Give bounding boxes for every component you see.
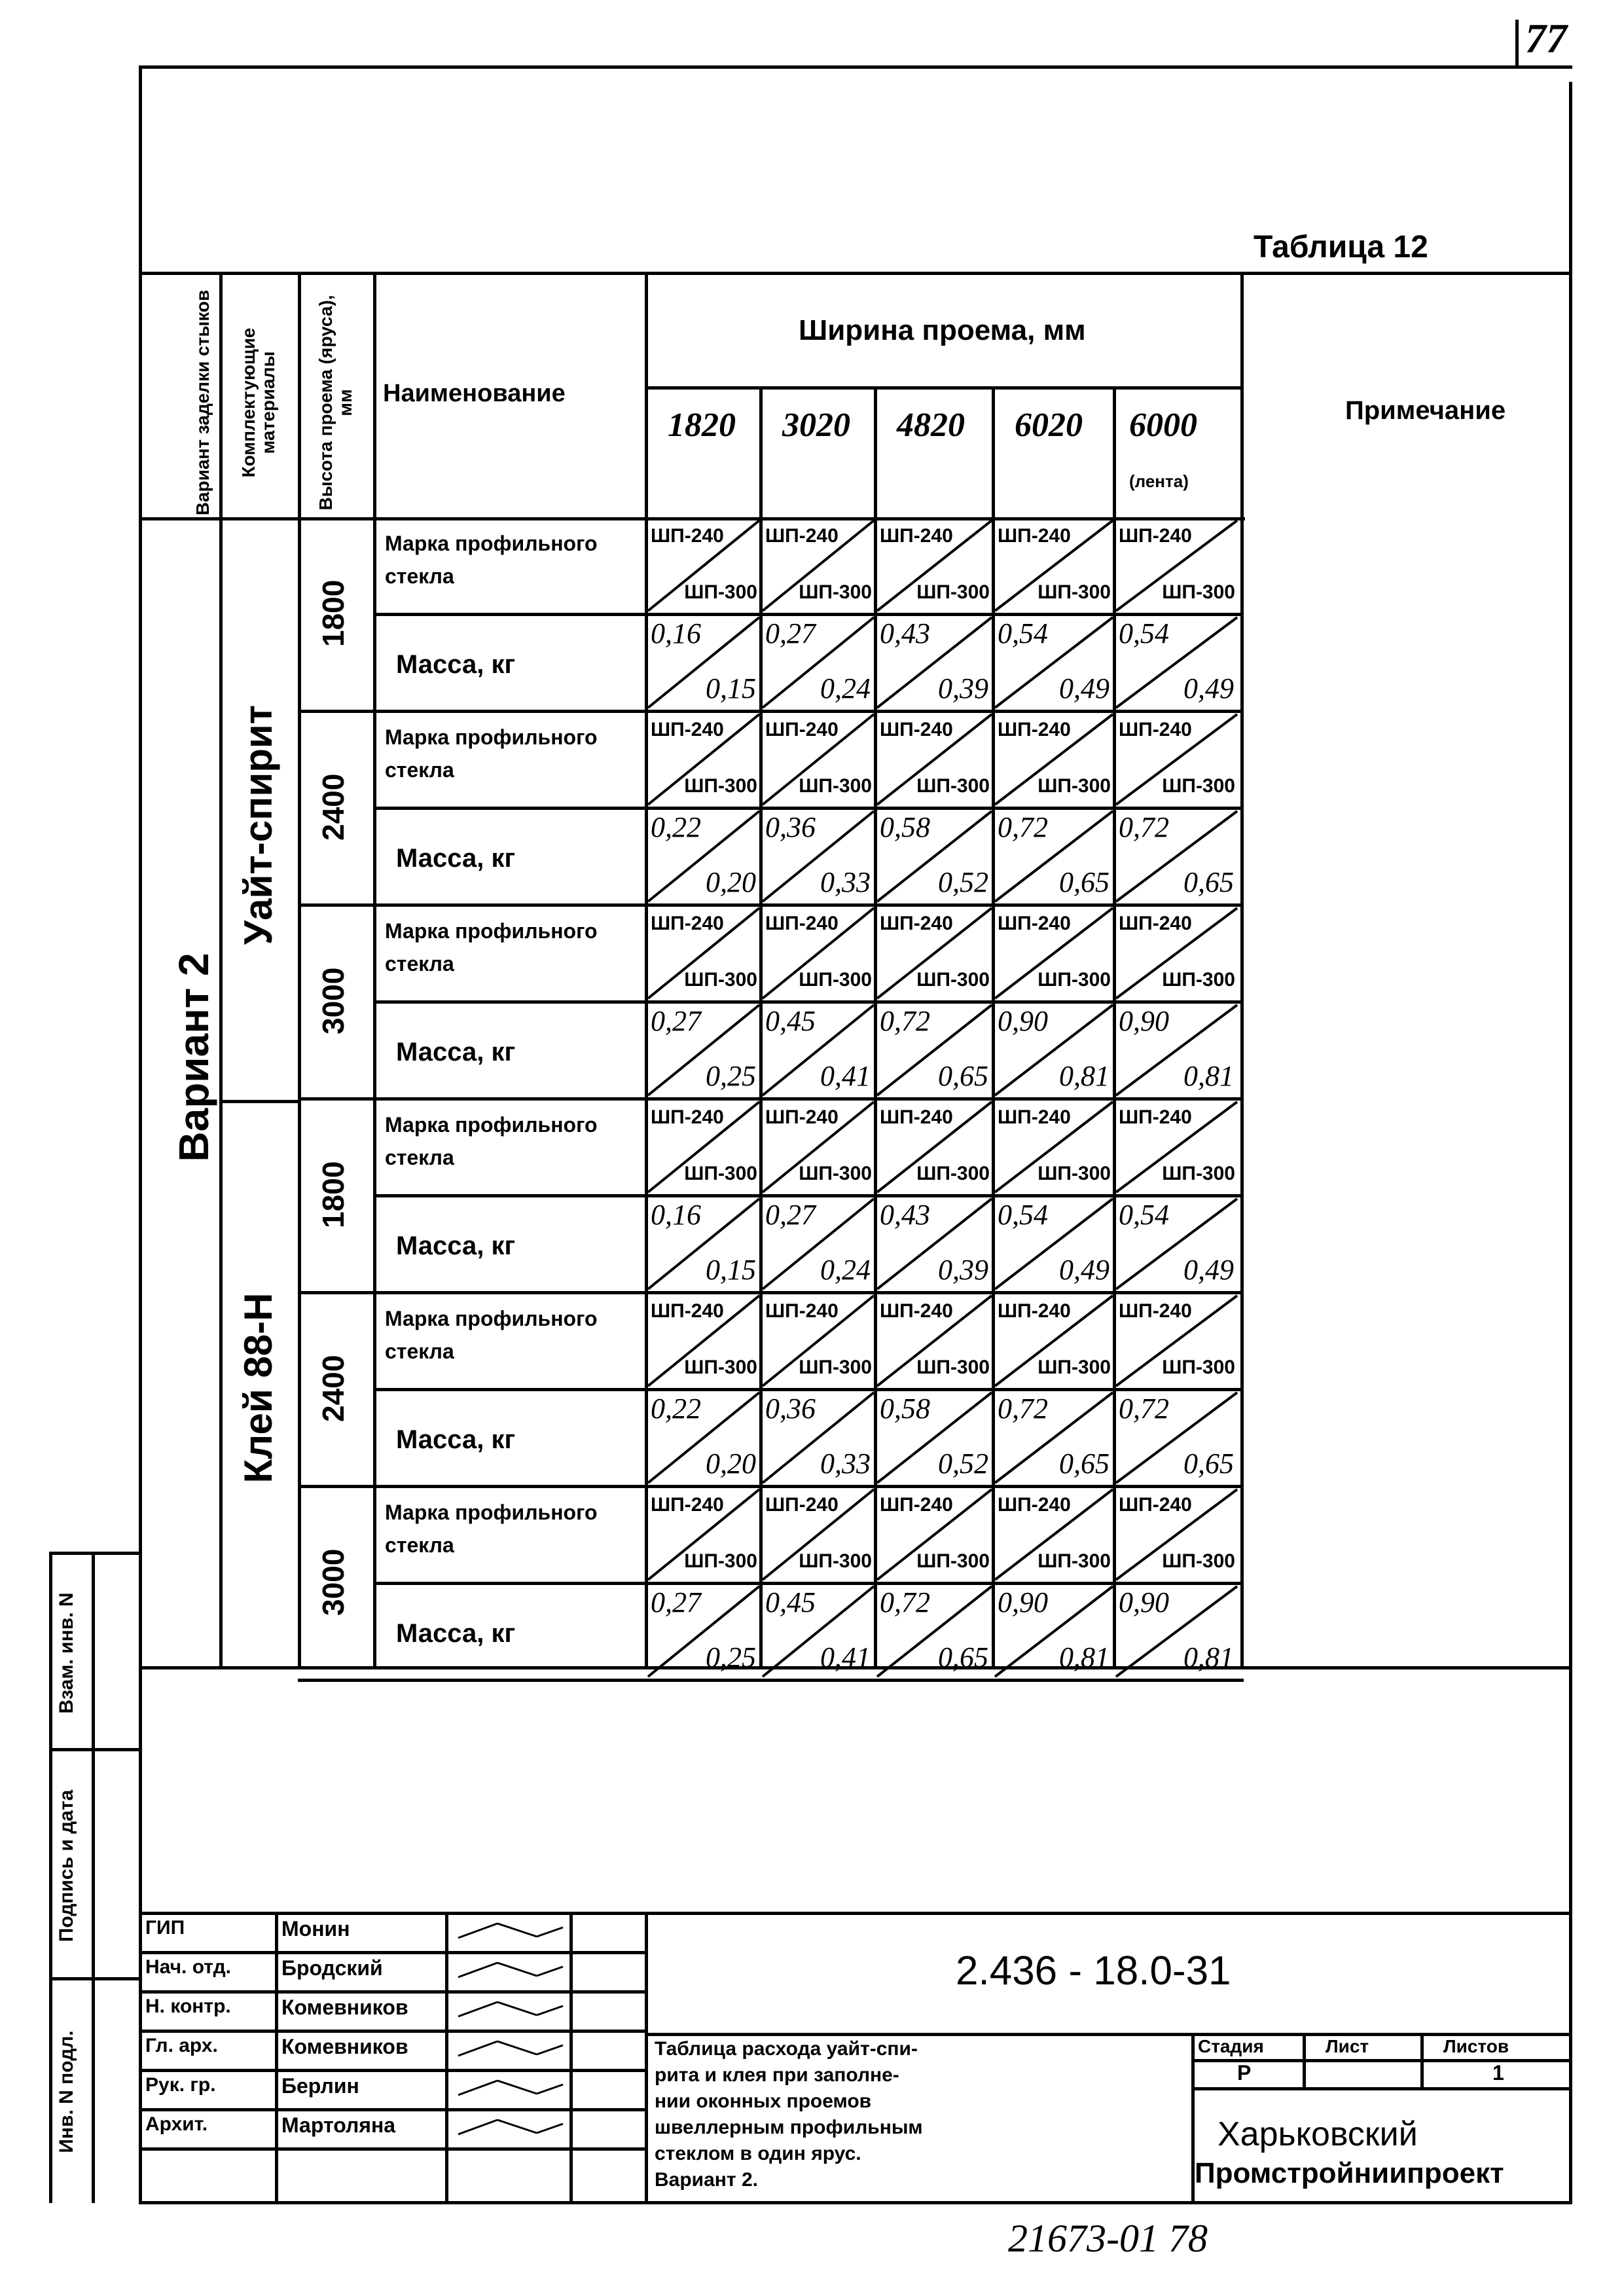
brand-bottom-3-1: ШП-300 (799, 1163, 872, 1184)
mass-top-3-4: 0,54 (1119, 1199, 1169, 1231)
tb-name-1: Бродский (281, 1956, 383, 1980)
mass-top-5-1: 0,45 (765, 1586, 816, 1618)
mass-diagonal-5-1 (763, 1586, 874, 1677)
mass-top-4-2: 0,58 (880, 1393, 930, 1425)
header-width-group: Ширина проема, мм (799, 314, 1086, 346)
brand-diagonal-1-3 (995, 714, 1113, 805)
mass-diagonal-2-2 (877, 1005, 992, 1095)
height-label-3: 1800 (316, 1161, 350, 1228)
brand-top-0-1: ШП-240 (765, 525, 839, 547)
brand-label-4: Марка профильного стекла (385, 1307, 598, 1363)
mass-bottom-3-4: 0,49 (1183, 1254, 1234, 1286)
brand-bottom-2-4: ШП-300 (1162, 969, 1235, 991)
mass-top-1-2: 0,58 (880, 811, 930, 843)
brand-top-0-3: ШП-240 (998, 525, 1071, 547)
tb-row-line-6 (139, 2147, 646, 2151)
brand-top-3-2: ШП-240 (880, 1106, 953, 1128)
header-materials: Комплектующие материалы (238, 327, 278, 478)
mass-bottom-1-2: 0,52 (938, 866, 988, 898)
signature-stroke-a-2 (458, 2002, 497, 2016)
tb-desc-line-6: Вариант 2. (655, 2169, 758, 2191)
tb-stage-value: Р (1237, 2061, 1252, 2085)
tb-row-line-1 (139, 1951, 646, 1954)
brand-bottom-3-2: ШП-300 (916, 1163, 990, 1184)
brand-top-5-3: ШП-240 (998, 1494, 1071, 1516)
brand-diagonal-1-4 (1116, 714, 1237, 805)
brand-top-3-0: ШП-240 (651, 1106, 724, 1128)
brand-top-4-3: ШП-240 (998, 1300, 1071, 1322)
mass-top-1-1: 0,36 (765, 811, 816, 843)
signature-stroke-a-4 (458, 2081, 497, 2095)
brand-diagonal-4-3 (995, 1296, 1113, 1386)
mass-diagonal-0-2 (877, 617, 992, 708)
mass-diagonal-5-2 (877, 1586, 992, 1677)
brand-bottom-3-3: ШП-300 (1038, 1163, 1111, 1184)
brand-diagonal-3-1 (763, 1102, 874, 1192)
tb-row-line-3 (139, 2030, 646, 2033)
tb-sheets-value: 1 (1492, 2061, 1504, 2085)
signature-stroke-c-1 (537, 1967, 563, 1976)
mass-top-5-3: 0,90 (998, 1586, 1048, 1618)
brand-bottom-2-1: ШП-300 (799, 969, 872, 991)
mass-top-1-0: 0,22 (651, 811, 701, 843)
signature-stroke-c-3 (537, 2045, 563, 2054)
mass-diagonal-0-3 (995, 617, 1113, 708)
mass-diagonal-3-4 (1116, 1199, 1237, 1289)
tb-org-line-1: Харьковский (1218, 2115, 1418, 2153)
mass-top-5-2: 0,72 (880, 1586, 930, 1618)
header-height: Высота проема (яруса), мм (316, 295, 355, 511)
brand-top-0-4: ШП-240 (1119, 525, 1192, 547)
tb-row-line-4 (139, 2069, 646, 2072)
brand-label-1: Марка профильного стекла (385, 725, 598, 782)
mass-top-0-3: 0,54 (998, 617, 1048, 649)
signature-stroke-c-4 (537, 2085, 563, 2094)
tb-col-b (445, 1912, 448, 2203)
mass-diagonal-3-2 (877, 1199, 992, 1289)
page-number: 77 (1525, 15, 1567, 62)
brand-bottom-5-4: ШП-300 (1162, 1550, 1235, 1572)
mass-top-5-0: 0,27 (651, 1586, 701, 1618)
mass-top-4-4: 0,72 (1119, 1393, 1169, 1425)
mass-bottom-4-0: 0,20 (706, 1448, 756, 1480)
header-name: Наименование (383, 380, 566, 407)
signature-stroke-c-0 (537, 1927, 563, 1937)
brand-top-4-2: ШП-240 (880, 1300, 953, 1322)
brand-bottom-0-0: ШП-300 (684, 581, 757, 603)
tb-name-0: Монин (281, 1917, 350, 1941)
brand-bottom-5-3: ШП-300 (1038, 1550, 1111, 1572)
stamp-inv: Инв. N подл. (56, 2030, 77, 2153)
tb-desc-line-3: нии оконных проемов (655, 2090, 872, 2112)
stamp-sign: Подпись и дата (56, 1789, 77, 1942)
mass-diagonal-0-4 (1116, 617, 1237, 708)
mass-bottom-1-1: 0,33 (820, 866, 871, 898)
mass-top-2-4: 0,90 (1119, 1005, 1169, 1037)
brand-diagonal-5-4 (1116, 1489, 1237, 1580)
mass-top-0-0: 0,16 (651, 617, 701, 649)
height-label-5: 3000 (316, 1548, 350, 1616)
signature-stroke-c-5 (537, 2124, 563, 2133)
brand-top-1-3: ШП-240 (998, 719, 1071, 740)
mass-diagonal-4-2 (877, 1393, 992, 1483)
mass-bottom-5-0: 0,25 (706, 1641, 756, 1673)
brand-diagonal-2-3 (995, 908, 1113, 998)
tb-name-2: Комевников (281, 1995, 408, 2019)
brand-diagonal-1-2 (877, 714, 992, 805)
mass-bottom-1-0: 0,20 (706, 866, 756, 898)
mass-top-0-1: 0,27 (765, 617, 816, 649)
height-label-0: 1800 (316, 579, 350, 647)
brand-bottom-4-0: ШП-300 (684, 1357, 757, 1378)
material-label-2: Клей 88-Н (236, 1292, 280, 1484)
brand-bottom-1-0: ШП-300 (684, 775, 757, 797)
mass-diagonal-0-1 (763, 617, 874, 708)
brand-top-5-1: ШП-240 (765, 1494, 839, 1516)
header-width-1: 1820 (668, 407, 736, 444)
mass-bottom-4-1: 0,33 (820, 1448, 871, 1480)
mass-bottom-3-1: 0,24 (820, 1254, 871, 1286)
header-width-2: 3020 (782, 407, 850, 444)
table-label: Таблица 12 (1254, 230, 1428, 264)
brand-top-1-1: ШП-240 (765, 719, 839, 740)
brand-top-5-0: ШП-240 (651, 1494, 724, 1516)
header-variant: Вариант заделки стыков (192, 289, 213, 516)
mass-diagonal-5-3 (995, 1586, 1113, 1677)
brand-top-3-3: ШП-240 (998, 1106, 1071, 1128)
mass-bottom-0-0: 0,15 (706, 672, 756, 704)
tb-sheets-label: Листов (1443, 2036, 1509, 2056)
brand-diagonal-4-0 (648, 1296, 759, 1386)
mass-bottom-1-4: 0,65 (1183, 866, 1234, 898)
brand-bottom-5-0: ШП-300 (684, 1550, 757, 1572)
mass-label-3: Масса, кг (396, 1231, 516, 1260)
brand-top-1-2: ШП-240 (880, 719, 953, 740)
mass-bottom-5-2: 0,65 (938, 1641, 988, 1673)
tb-role-1: Нач. отд. (145, 1956, 231, 1978)
mass-diagonal-4-1 (763, 1393, 874, 1483)
brand-diagonal-2-2 (877, 908, 992, 998)
brand-diagonal-3-3 (995, 1102, 1113, 1192)
brand-diagonal-0-3 (995, 520, 1113, 611)
brand-top-3-1: ШП-240 (765, 1106, 839, 1128)
tb-name-5: Мартоляна (281, 2113, 396, 2137)
mass-top-3-3: 0,54 (998, 1199, 1048, 1231)
header-width-5: 6000 (1129, 407, 1197, 444)
brand-top-4-4: ШП-240 (1119, 1300, 1192, 1322)
brand-bottom-4-3: ШП-300 (1038, 1357, 1111, 1378)
signature-stroke-a-5 (458, 2120, 497, 2134)
brand-bottom-5-1: ШП-300 (799, 1550, 872, 1572)
header-width-3: 4820 (897, 407, 965, 444)
brand-bottom-0-2: ШП-300 (916, 581, 990, 603)
brand-bottom-1-3: ШП-300 (1038, 775, 1111, 797)
tb-role-2: Н. контр. (145, 1995, 231, 2017)
mass-bottom-0-2: 0,39 (938, 672, 988, 704)
brand-diagonal-2-4 (1116, 908, 1237, 998)
mass-diagonal-4-3 (995, 1393, 1113, 1483)
mass-diagonal-1-0 (648, 811, 759, 902)
brand-top-2-1: ШП-240 (765, 913, 839, 934)
tb-row-line-5 (139, 2108, 646, 2111)
brand-bottom-1-4: ШП-300 (1162, 775, 1235, 797)
mass-bottom-5-1: 0,41 (820, 1641, 871, 1673)
brand-bottom-2-3: ШП-300 (1038, 969, 1111, 991)
mass-bottom-2-4: 0,81 (1183, 1060, 1234, 1092)
signature-stroke-a-0 (458, 1923, 497, 1938)
brand-diagonal-1-0 (648, 714, 759, 805)
header-note: Примечание (1345, 396, 1506, 425)
mass-label-4: Масса, кг (396, 1425, 516, 1454)
mass-top-4-3: 0,72 (998, 1393, 1048, 1425)
mass-diagonal-3-1 (763, 1199, 874, 1289)
mass-bottom-0-3: 0,49 (1059, 672, 1110, 704)
stamp-col-line-1 (49, 1552, 52, 2203)
tb-org-line-2: Промстройниипроект (1195, 2157, 1504, 2189)
brand-top-2-3: ШП-240 (998, 913, 1071, 934)
brand-diagonal-0-1 (763, 520, 874, 611)
mass-top-3-0: 0,16 (651, 1199, 701, 1231)
brand-diagonal-5-0 (648, 1489, 759, 1580)
brand-bottom-5-2: ШП-300 (916, 1550, 990, 1572)
signature-stroke-b-2 (497, 2002, 537, 2015)
mass-diagonal-3-3 (995, 1199, 1113, 1289)
tb-col-a (275, 1912, 278, 2203)
mass-label-5: Масса, кг (396, 1619, 516, 1648)
mass-diagonal-2-0 (648, 1005, 759, 1095)
tb-name-3: Комевников (281, 2035, 408, 2058)
brand-diagonal-5-3 (995, 1489, 1113, 1580)
mass-diagonal-5-4 (1116, 1586, 1237, 1677)
mass-diagonal-4-0 (648, 1393, 759, 1483)
mass-top-2-0: 0,27 (651, 1005, 701, 1037)
tb-col-d (645, 1912, 648, 2203)
mass-bottom-5-4: 0,81 (1183, 1641, 1234, 1673)
brand-bottom-2-0: ШП-300 (684, 969, 757, 991)
mass-diagonal-1-1 (763, 811, 874, 902)
brand-bottom-2-2: ШП-300 (916, 969, 990, 991)
tb-name-4: Берлин (281, 2074, 359, 2098)
mass-bottom-3-2: 0,39 (938, 1254, 988, 1286)
brand-diagonal-5-1 (763, 1489, 874, 1580)
brand-bottom-3-0: ШП-300 (684, 1163, 757, 1184)
header-width-4: 6020 (1015, 407, 1083, 444)
mass-bottom-0-1: 0,24 (820, 672, 871, 704)
mass-diagonal-1-4 (1116, 811, 1237, 902)
mass-label-2: Масса, кг (396, 1038, 516, 1066)
brand-bottom-1-1: ШП-300 (799, 775, 872, 797)
height-label-2: 3000 (316, 967, 350, 1034)
brand-top-5-4: ШП-240 (1119, 1494, 1192, 1516)
brand-top-4-0: ШП-240 (651, 1300, 724, 1322)
tb-desc-line-5: стеклом в один ярус. (655, 2143, 861, 2164)
brand-bottom-4-4: ШП-300 (1162, 1357, 1235, 1378)
brand-diagonal-2-0 (648, 908, 759, 998)
mass-top-0-4: 0,54 (1119, 617, 1169, 649)
mass-label-0: Масса, кг (396, 650, 516, 679)
brand-diagonal-0-0 (648, 520, 759, 611)
tb-desc-line-2: рита и клея при заполне- (655, 2064, 899, 2086)
brand-bottom-0-4: ШП-300 (1162, 581, 1235, 603)
mass-diagonal-4-4 (1116, 1393, 1237, 1483)
mass-diagonal-2-4 (1116, 1005, 1237, 1095)
tb-description (655, 2036, 1191, 2193)
mass-bottom-3-3: 0,49 (1059, 1254, 1110, 1286)
brand-top-0-2: ШП-240 (880, 525, 953, 547)
signature-stroke-a-1 (458, 1963, 497, 1977)
tb-stage-label: Стадия (1198, 2036, 1264, 2056)
brand-diagonal-4-2 (877, 1296, 992, 1386)
mass-bottom-4-4: 0,65 (1183, 1448, 1234, 1480)
mass-top-2-3: 0,90 (998, 1005, 1048, 1037)
mass-bottom-2-0: 0,25 (706, 1060, 756, 1092)
tb-desc-line-4: швеллерным профильным (655, 2117, 923, 2138)
mass-diagonal-3-0 (648, 1199, 759, 1289)
brand-bottom-3-4: ШП-300 (1162, 1163, 1235, 1184)
mass-top-0-2: 0,43 (880, 617, 930, 649)
tb-role-3: Гл. арх. (145, 2035, 218, 2056)
mass-bottom-2-2: 0,65 (938, 1060, 988, 1092)
brand-top-3-4: ШП-240 (1119, 1106, 1192, 1128)
tb-col-c (569, 1912, 573, 2203)
mass-diagonal-0-0 (648, 617, 759, 708)
height-label-4: 2400 (316, 1355, 350, 1422)
tb-stage-line-2 (1191, 2087, 1571, 2090)
brand-diagonal-2-1 (763, 908, 874, 998)
brand-bottom-4-2: ШП-300 (916, 1357, 990, 1378)
brand-top-1-0: ШП-240 (651, 719, 724, 740)
brand-top-2-4: ШП-240 (1119, 913, 1192, 934)
footer-code: 21673-01 78 (1008, 2217, 1208, 2260)
header-width-sub: (лента) (1129, 471, 1189, 491)
tb-row-line-2 (139, 1990, 646, 1994)
mass-top-2-2: 0,72 (880, 1005, 930, 1037)
mass-bottom-0-4: 0,49 (1183, 672, 1234, 704)
tb-role-4: Рук. гр. (145, 2074, 216, 2096)
tb-top (139, 1912, 1572, 1915)
stamp-col-line-2 (92, 1552, 95, 2203)
mass-top-3-2: 0,43 (880, 1199, 930, 1231)
brand-diagonal-4-4 (1116, 1296, 1237, 1386)
mass-bottom-3-0: 0,15 (706, 1254, 756, 1286)
tb-role-0: ГИП (145, 1917, 185, 1939)
mass-top-4-1: 0,36 (765, 1393, 816, 1425)
brand-label-0: Марка профильного стекла (385, 532, 598, 588)
brand-diagonal-1-1 (763, 714, 874, 805)
brand-diagonal-3-2 (877, 1102, 992, 1192)
brand-bottom-0-3: ШП-300 (1038, 581, 1111, 603)
signature-stroke-b-1 (497, 1963, 537, 1976)
variant-label: Вариант 2 (170, 953, 217, 1162)
brand-diagonal-0-2 (877, 520, 992, 611)
signature-stroke-b-3 (497, 2041, 537, 2054)
brand-label-5: Марка профильного стекла (385, 1501, 598, 1557)
signature-stroke-b-5 (497, 2120, 537, 2133)
mass-label-1: Масса, кг (396, 844, 516, 873)
mass-bottom-1-3: 0,65 (1059, 866, 1110, 898)
mass-diagonal-2-1 (763, 1005, 874, 1095)
signature-stroke-b-0 (497, 1923, 537, 1937)
mass-top-1-3: 0,72 (998, 811, 1048, 843)
mass-top-5-4: 0,90 (1119, 1586, 1169, 1618)
mass-bottom-2-1: 0,41 (820, 1060, 871, 1092)
tb-sheet-label: Лист (1326, 2036, 1369, 2056)
doc-code: 2.436 - 18.0-31 (956, 1948, 1231, 1994)
brand-bottom-0-1: ШП-300 (799, 581, 872, 603)
mass-bottom-4-3: 0,65 (1059, 1448, 1110, 1480)
signature-stroke-b-4 (497, 2081, 537, 2094)
material-label-1: Уайт-спирит (236, 704, 280, 945)
brand-label-2: Марка профильного стекла (385, 919, 598, 975)
brand-diagonal-3-4 (1116, 1102, 1237, 1192)
brand-diagonal-3-0 (648, 1102, 759, 1192)
mass-diagonal-1-2 (877, 811, 992, 902)
signature-stroke-a-3 (458, 2041, 497, 2056)
signature-stroke-c-2 (537, 2006, 563, 2015)
height-label-1: 2400 (316, 773, 350, 841)
tb-desc-line-1: Таблица расхода уайт-спи- (655, 2038, 918, 2060)
mass-top-4-0: 0,22 (651, 1393, 701, 1425)
brand-top-1-4: ШП-240 (1119, 719, 1192, 740)
mass-diagonal-5-0 (648, 1586, 759, 1677)
brand-bottom-1-2: ШП-300 (916, 775, 990, 797)
brand-diagonal-4-1 (763, 1296, 874, 1386)
brand-bottom-4-1: ШП-300 (799, 1357, 872, 1378)
brand-top-0-0: ШП-240 (651, 525, 724, 547)
tb-role-5: Архит. (145, 2113, 208, 2135)
brand-top-2-2: ШП-240 (880, 913, 953, 934)
brand-top-2-0: ШП-240 (651, 913, 724, 934)
mass-bottom-4-2: 0,52 (938, 1448, 988, 1480)
mass-top-1-4: 0,72 (1119, 811, 1169, 843)
brand-top-5-2: ШП-240 (880, 1494, 953, 1516)
mass-diagonal-2-3 (995, 1005, 1113, 1095)
brand-label-3: Марка профильного стекла (385, 1113, 598, 1169)
stamp-replace: Взам. инв. N (56, 1592, 77, 1714)
mass-bottom-2-3: 0,81 (1059, 1060, 1110, 1092)
mass-top-3-1: 0,27 (765, 1199, 816, 1231)
mass-diagonal-1-3 (995, 811, 1113, 902)
brand-top-4-1: ШП-240 (765, 1300, 839, 1322)
brand-diagonal-5-2 (877, 1489, 992, 1580)
brand-diagonal-0-4 (1116, 520, 1237, 611)
mass-bottom-5-3: 0,81 (1059, 1641, 1110, 1673)
mass-top-2-1: 0,45 (765, 1005, 816, 1037)
